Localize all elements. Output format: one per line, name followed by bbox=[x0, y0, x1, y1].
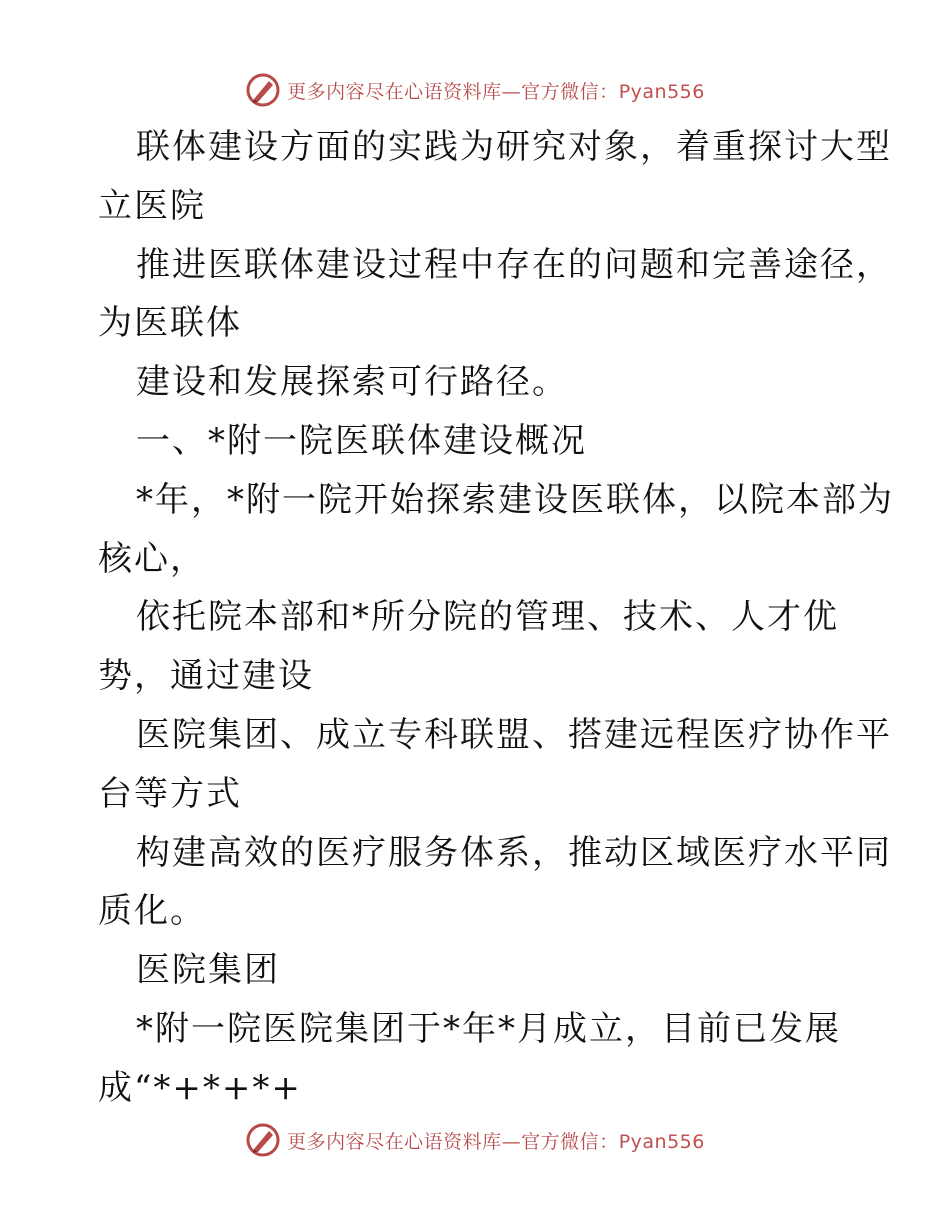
banner-separator: — bbox=[501, 1130, 522, 1153]
text-line: 为医联体 bbox=[98, 303, 242, 344]
text-line: 依托院本部和*所分院的管理、技术、人才优 bbox=[136, 597, 839, 638]
footer-banner bbox=[0, 1120, 950, 1160]
banner-wechat-label: 官方微信： bbox=[521, 80, 619, 103]
banner-wechat-label: 官方微信： bbox=[521, 1130, 619, 1153]
banner-separator: — bbox=[501, 80, 522, 103]
text-line: *年，*附一院开始探索建设医联体，以院本部为 bbox=[136, 479, 894, 520]
text-line: 联体建设方面的实践为研究对象，着重探讨大型 bbox=[136, 127, 892, 167]
banner-wechat-id: Pyan556 bbox=[618, 80, 705, 103]
text-line: 建设和发展探索可行路径。 bbox=[136, 362, 568, 403]
banner-wechat-id: Pyan556 bbox=[618, 1130, 705, 1153]
document-body bbox=[98, 118, 894, 1118]
text-line: 医院集团、成立专科联盟、搭建远程医疗协作平 bbox=[136, 714, 892, 755]
text-line: *附一院医院集团于*年*月成立，目前已发展 bbox=[136, 1008, 841, 1049]
text-line: 台等方式 bbox=[98, 773, 242, 814]
text-line: 成“*+*+*+ bbox=[98, 1067, 302, 1108]
pen-logo-icon bbox=[245, 1122, 281, 1158]
text-line: 医院集团 bbox=[136, 950, 280, 991]
text-line: 推进医联体建设过程中存在的问题和完善途径， bbox=[136, 244, 892, 285]
banner-site-text: 更多内容尽在心语资料库 bbox=[287, 1130, 502, 1153]
text-line: 核心， bbox=[98, 538, 206, 579]
header-banner bbox=[0, 70, 950, 110]
text-line: 势，通过建设 bbox=[98, 656, 314, 697]
banner-site-text: 更多内容尽在心语资料库 bbox=[287, 80, 502, 103]
banner-text bbox=[287, 1127, 705, 1154]
text-line: 质化。 bbox=[98, 891, 206, 932]
banner-text bbox=[287, 77, 705, 104]
text-line: 构建高效的医疗服务体系，推动区域医疗水平同 bbox=[136, 832, 892, 873]
text-line: 一、*附一院医联体建设概况 bbox=[136, 420, 587, 461]
text-line: 立医院 bbox=[98, 185, 206, 226]
pen-logo-icon bbox=[245, 72, 281, 108]
